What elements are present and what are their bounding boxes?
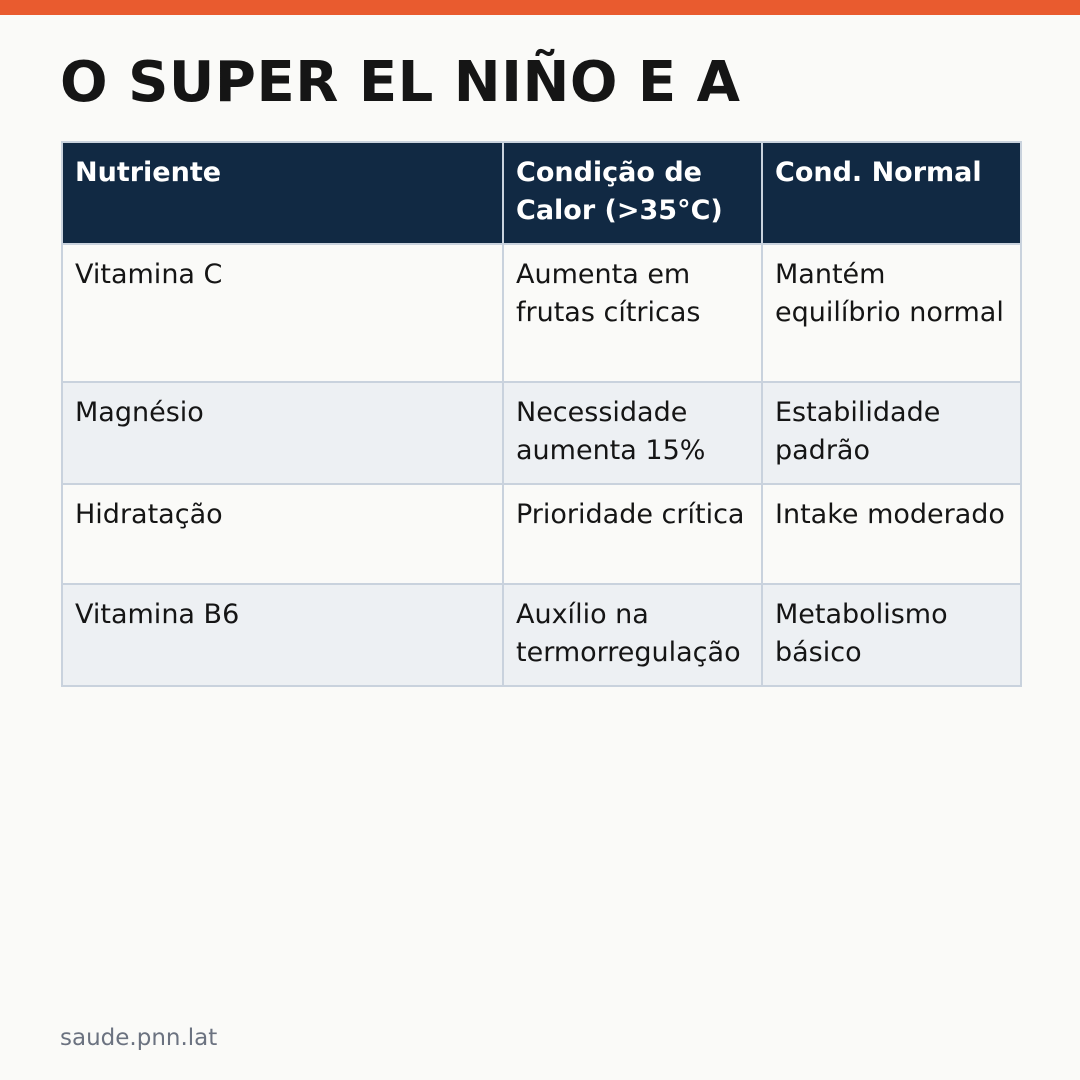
- accent-bar: [0, 0, 1080, 15]
- table-cell: Aumenta em frutas cítricas: [503, 244, 762, 382]
- table-cell: Estabilidade padrão: [762, 382, 1021, 484]
- table-cell: Magnésio: [62, 382, 503, 484]
- page-title: O SUPER EL NIÑO E A: [60, 50, 741, 115]
- table-row: [62, 244, 1021, 382]
- table-cell: Necessidade aumenta 15%: [503, 382, 762, 484]
- table-cell: Mantém equilíbrio normal: [762, 244, 1021, 382]
- table-cell: Hidratação: [62, 484, 503, 584]
- table-cell: Vitamina C: [62, 244, 503, 382]
- nutrient-table: [61, 141, 1022, 687]
- column-header-nutrient: Nutriente: [62, 142, 503, 244]
- table-cell: Auxílio na termorregulação: [503, 584, 762, 686]
- site-url: saude.pnn.lat: [60, 1025, 218, 1051]
- table-row: [62, 584, 1021, 686]
- column-header-normal-condition: Cond. Normal: [762, 142, 1021, 244]
- table-cell: Prioridade crítica: [503, 484, 762, 584]
- table-cell: Vitamina B6: [62, 584, 503, 686]
- table-cell: Metabolismo básico: [762, 584, 1021, 686]
- table-row: [62, 484, 1021, 584]
- table-row: [62, 382, 1021, 484]
- table-header-row: [62, 142, 1021, 244]
- table-cell: Intake moderado: [762, 484, 1021, 584]
- column-header-heat-condition: Condição de Calor (>35°C): [503, 142, 762, 244]
